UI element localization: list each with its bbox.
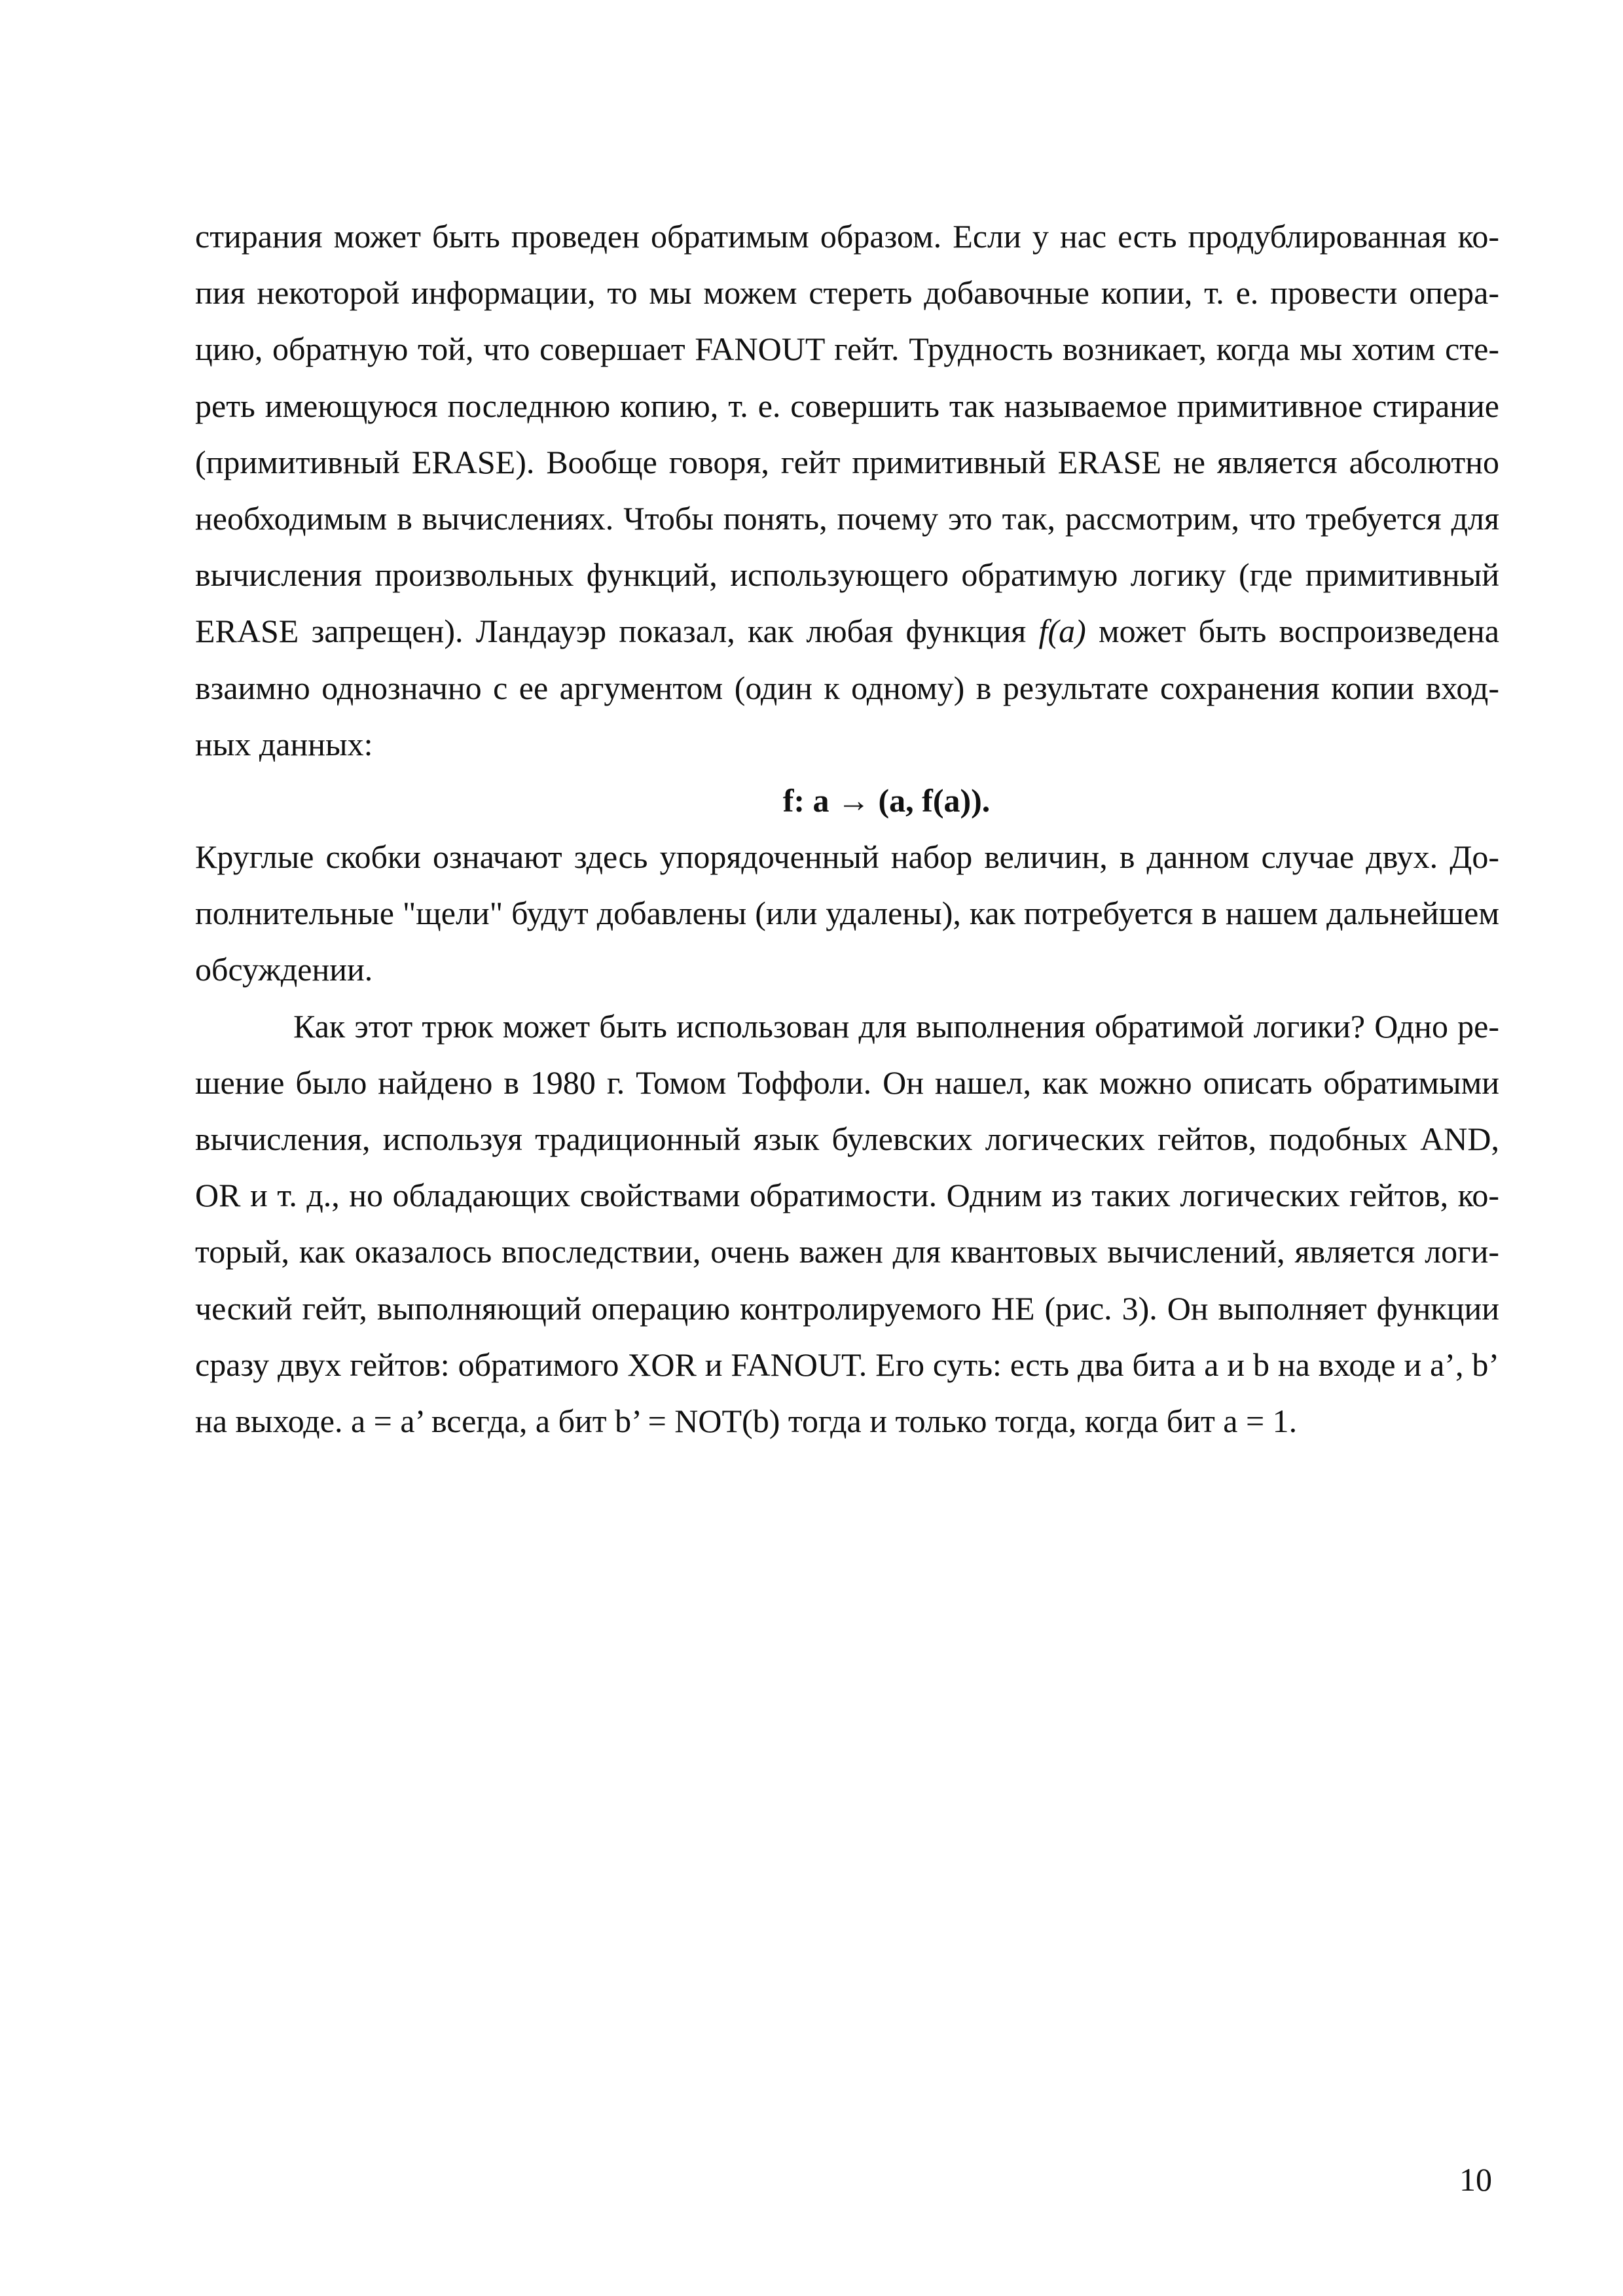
text-line: цию, обратную той, что совершает FANOUT гейт. Трудность возникает, когда мы хотим сте- [195, 331, 1499, 368]
text-line: вычисления произвольных функций, использующего обратимую логику (где примитивный [195, 556, 1499, 594]
text-line: пия некоторой информации, то мы можем стереть добавочные копии, т. е. провести опера- [195, 274, 1499, 312]
function-symbol: f(a) [1038, 613, 1086, 650]
text-line: сразу двух гейтов: обратимого XOR и FANOUT. Его суть: есть два бита a и b на входе и a’, b’ [195, 1346, 1499, 1383]
text-line: OR и т. д., но обладающих свойствами обратимости. Одним из таких логических гейтов, ко- [195, 1177, 1499, 1214]
text-line: ных данных: [195, 725, 373, 762]
text-line: реть имеющуюся последнюю копию, т. е. совершить так называемое примитивное стирание [195, 387, 1499, 424]
text-line: вычисления, используя традиционный язык булевских логических гейтов, подобных AND, [195, 1121, 1499, 1157]
text-line: полнительные "щели" будут добавлены (или удалены), как потребуется в нашем дальнейшем [195, 895, 1499, 932]
text-line: обсуждении. [195, 951, 373, 988]
paragraph-first-line: Как этот трюк может быть использован для выполнения обратимой логики? Одно ре- [293, 1007, 1499, 1045]
text-line: взаимно однозначно с ее аргументом (один к одному) в результате сохранения копии вход- [195, 669, 1499, 706]
formula: f: a → (a, f(a)). [782, 781, 991, 819]
text-line: (примитивный ERASE). Вообще говоря, гейт примитивный ERASE не является абсолютно [195, 443, 1499, 480]
text-segment: ERASE запрещен). Ландауэр показал, как любая функция [195, 613, 1027, 650]
text-line: необходимым в вычислениях. Чтобы понять, почему это так, рассмотрим, что требуется для [195, 499, 1499, 537]
text-line: ческий гейт, выполняющий операцию контролируемого НЕ (рис. 3). Он выполняет функции [195, 1289, 1499, 1327]
page-number: 10 [1459, 2161, 1492, 2198]
text-line: Круглые скобки означают здесь упорядоченный набор величин, в данном случае двух. До- [195, 838, 1499, 876]
text-line: на выходе. a = a’ всегда, а бит b’ = NOT(b) тогда и только тогда, когда бит a = 1. [195, 1402, 1298, 1439]
text-line: торый, как оказалось впоследствии, очень важен для квантовых вычислений, является логи- [195, 1233, 1499, 1270]
text-line [195, 603, 1499, 659]
body-text [195, 208, 1499, 1449]
text-line: шение было найдено в 1980 г. Томом Тоффоли. Он нашел, как можно описать обратимыми [195, 1064, 1499, 1101]
text-segment: может быть воспроизведена [1099, 613, 1500, 650]
text-line: стирания может быть проведен обратимым образом. Если у нас есть продублированная ко- [195, 218, 1499, 255]
